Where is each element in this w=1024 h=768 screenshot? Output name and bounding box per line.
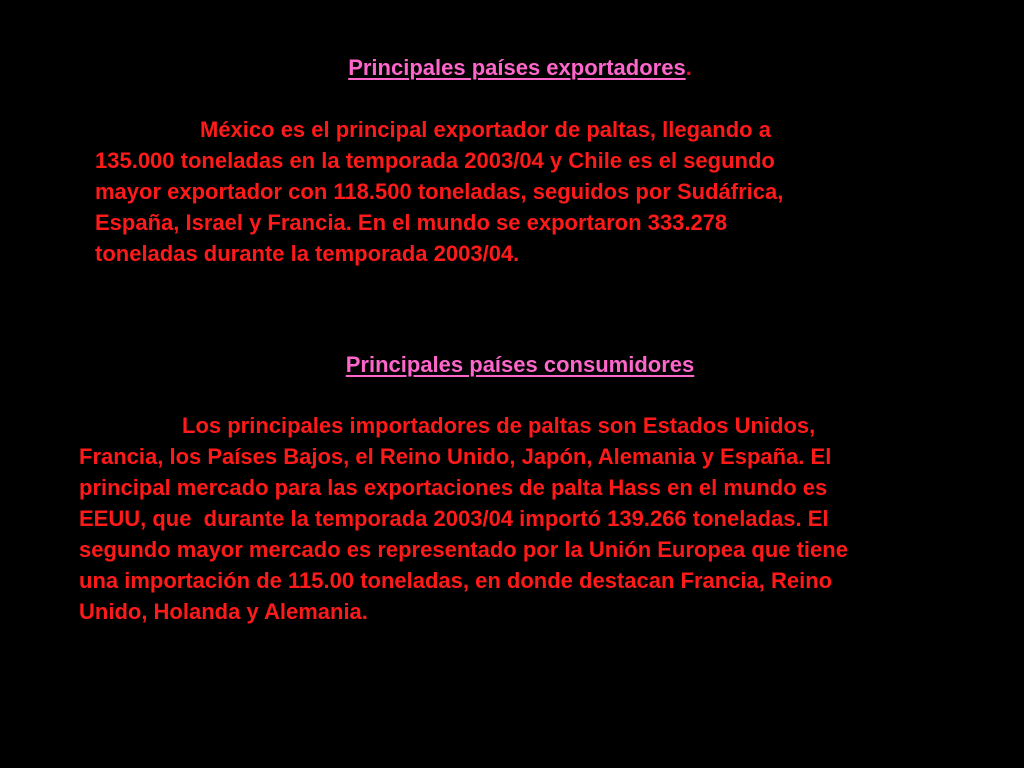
paragraph-line: España, Israel y Francia. En el mundo se exportaron 333.278 bbox=[95, 210, 728, 235]
paragraph-line: Francia, los Países Bajos, el Reino Unido, Japón, Alemania y España. El bbox=[79, 444, 832, 469]
exporters-heading bbox=[0, 54, 1024, 82]
paragraph-line: principal mercado para las exportaciones de palta Hass en el mundo es bbox=[79, 475, 828, 500]
paragraph-line: Unido, Holanda y Alemania. bbox=[79, 599, 368, 624]
paragraph-line: 135.000 toneladas en la temporada 2003/04 y Chile es el segundo bbox=[95, 148, 775, 173]
exporters-heading-period: . bbox=[685, 55, 692, 80]
paragraph-line: mayor exportador con 118.500 toneladas, seguidos por Sudáfrica, bbox=[95, 179, 784, 204]
consumers-heading bbox=[0, 351, 1024, 379]
paragraph-line: segundo mayor mercado es representado por la Unión Europea que tiene bbox=[79, 537, 848, 562]
paragraph-line: Los principales importadores de paltas son Estados Unidos, bbox=[182, 413, 816, 438]
exporters-paragraph bbox=[95, 114, 783, 269]
consumers-heading-text: Principales países consumidores bbox=[345, 352, 695, 377]
consumers-paragraph bbox=[79, 410, 848, 627]
exporters-heading-text: Principales países exportadores bbox=[348, 55, 686, 80]
paragraph-line: una importación de 115.00 toneladas, en donde destacan Francia, Reino bbox=[79, 568, 833, 593]
paragraph-line: toneladas durante la temporada 2003/04. bbox=[95, 241, 520, 266]
paragraph-line: México es el principal exportador de paltas, llegando a bbox=[200, 117, 771, 142]
paragraph-line: EEUU, que durante la temporada 2003/04 importó 139.266 toneladas. El bbox=[79, 506, 829, 531]
